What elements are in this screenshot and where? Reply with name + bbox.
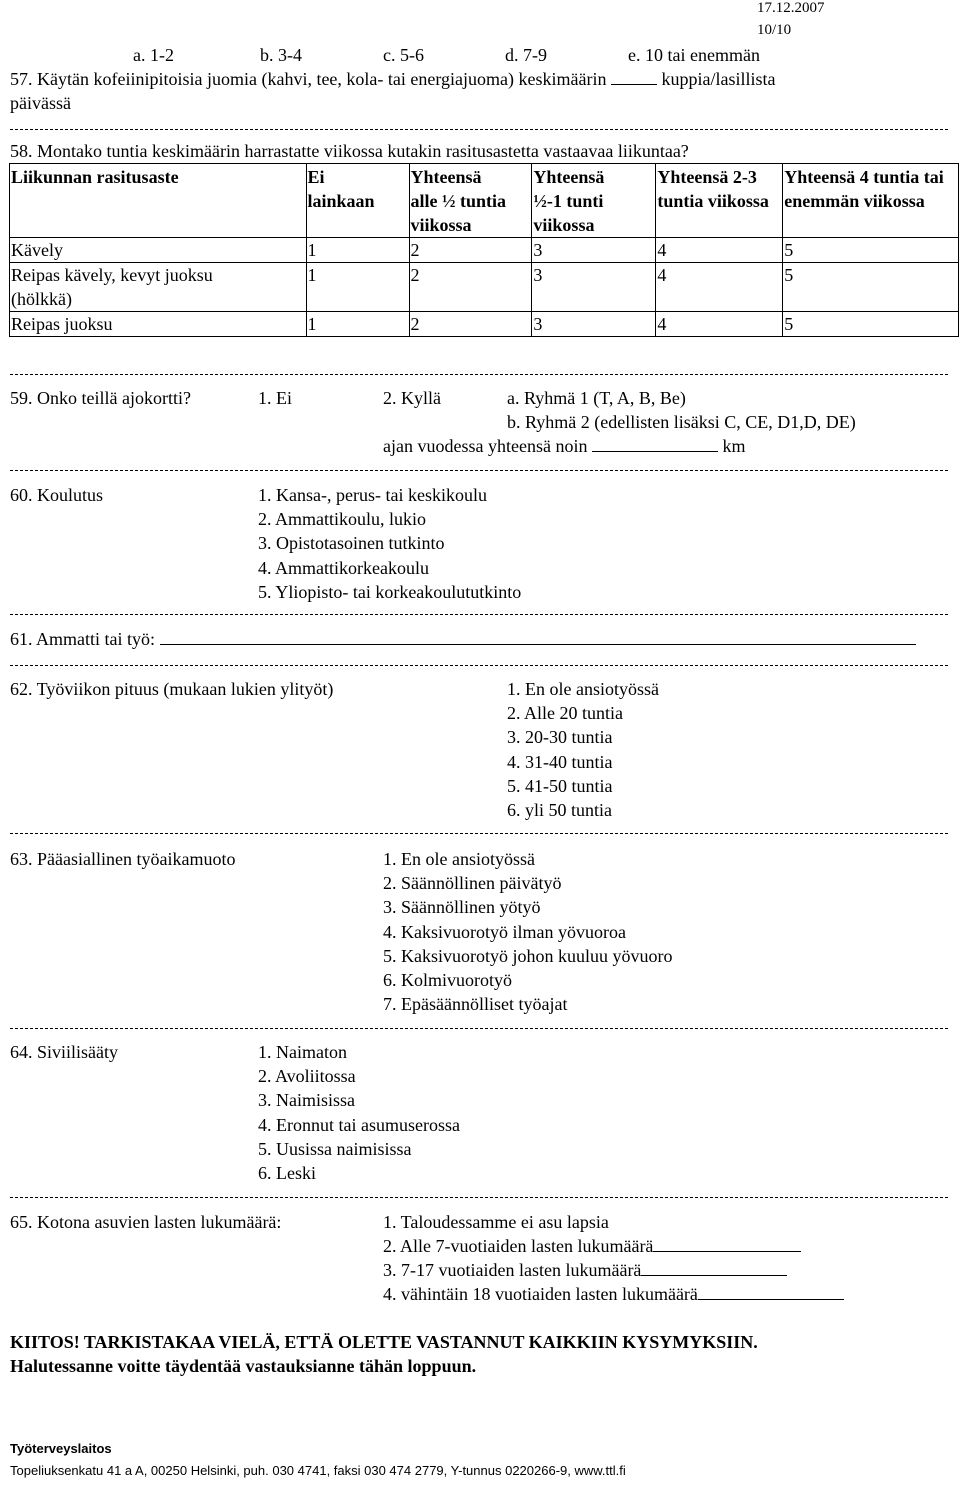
q63-option[interactable]: 6. Kolmivuorotyö — [383, 970, 512, 991]
q65-option[interactable] — [383, 1258, 787, 1282]
table-row — [10, 238, 959, 263]
table-header: Yhteensä 2-3 tuntia viikossa — [656, 164, 783, 238]
q58-question: 58. Montako tuntia keskimäärin harrastatte viikossa kutakin rasitusastetta vastaavaa liikuntaa? — [10, 141, 689, 161]
option-cell[interactable]: 1 — [306, 238, 409, 263]
option-cell[interactable]: 3 — [532, 312, 656, 337]
q65-option[interactable] — [383, 1282, 844, 1306]
q61-question — [10, 627, 916, 651]
q61-label: 61. Ammatti tai työ: — [10, 629, 155, 649]
q65-answer-blank[interactable] — [641, 1261, 787, 1276]
q59-distance-unit: km — [722, 436, 746, 456]
q60-option[interactable]: 5. Yliopisto- tai korkeakoulututkinto — [258, 581, 522, 602]
q64-option[interactable]: 6. Leski — [258, 1163, 316, 1184]
divider — [10, 129, 948, 130]
option-cell[interactable]: 2 — [409, 238, 532, 263]
q63-option[interactable]: 1. En ole ansiotyössä — [383, 849, 535, 869]
table-header: Yhteensä ½-1 tunti viikossa — [532, 164, 656, 238]
option-cell[interactable]: 4 — [656, 238, 783, 263]
q60-option[interactable]: 2. Ammattikoulu, lukio — [258, 509, 427, 530]
q60-question: 60. Koulutus — [10, 485, 104, 505]
page-number: 10/10 — [757, 22, 792, 38]
row-label: Reipas kävely, kevyt juoksu (hölkkä) — [10, 263, 307, 312]
q56-option-c: c. 5-6 — [383, 45, 424, 65]
table-header: Ei lainkaan — [306, 164, 409, 238]
q65-option-label: 4. vähintäin 18 vuotiaiden lasten lukumäärä — [383, 1284, 698, 1304]
q62-option[interactable]: 3. 20-30 tuntia — [507, 727, 613, 748]
divider — [10, 665, 948, 666]
q65-option-label: 3. 7-17 vuotiaiden lasten lukumäärä — [383, 1260, 642, 1280]
q60-option[interactable]: 1. Kansa-, perus- tai keskikoulu — [258, 485, 487, 505]
divider — [10, 833, 948, 834]
footer-address: Topeliuksenkatu 41 a A, 00250 Helsinki, puh. 030 4741, faksi 030 474 2779, Y-tunnus 0220266-9, www.ttl.fi — [10, 1463, 626, 1478]
q63-question: 63. Pääasiallinen työaikamuoto — [10, 849, 236, 869]
option-cell[interactable]: 1 — [306, 263, 409, 312]
q59-option-1[interactable]: 1. Ei — [258, 388, 292, 408]
q60-options — [258, 483, 521, 604]
q59-distance-label: ajan vuodessa yhteensä noin — [383, 436, 588, 456]
page-date: 17.12.2007 — [757, 0, 825, 16]
row-label: Kävely — [10, 238, 307, 263]
divider — [10, 614, 948, 615]
q64-options — [258, 1040, 460, 1185]
q63-options — [383, 847, 673, 1016]
q60-option[interactable]: 3. Opistotasoinen tutkinto — [258, 533, 445, 554]
q59-sub-a[interactable]: a. Ryhmä 1 (T, A, B, Be) — [507, 388, 686, 408]
q64-option[interactable]: 3. Naimisissa — [258, 1090, 355, 1111]
q62-options — [507, 677, 659, 822]
q57-answer-blank[interactable] — [611, 70, 657, 85]
q63-option[interactable]: 2. Säännöllinen päivätyö — [383, 873, 562, 894]
q64-option[interactable]: 1. Naimaton — [258, 1042, 347, 1062]
q63-option[interactable]: 7. Epäsäännölliset työajat — [383, 994, 568, 1015]
option-cell[interactable]: 5 — [783, 263, 959, 312]
q65-answer-blank[interactable] — [653, 1237, 801, 1252]
option-cell[interactable]: 5 — [783, 312, 959, 337]
divider — [10, 1028, 948, 1029]
q64-question: 64. Siviilisääty — [10, 1042, 118, 1062]
q62-option[interactable]: 6. yli 50 tuntia — [507, 800, 612, 821]
q56-option-e: e. 10 tai enemmän — [628, 45, 760, 65]
option-cell[interactable]: 3 — [532, 263, 656, 312]
q61-answer-blank[interactable] — [160, 630, 916, 645]
q63-option[interactable]: 4. Kaksivuorotyö ilman yövuoroa — [383, 921, 626, 942]
divider — [10, 470, 948, 471]
table-row — [10, 312, 959, 337]
option-cell[interactable]: 4 — [656, 312, 783, 337]
q57-line2: päivässä — [10, 93, 71, 113]
option-cell[interactable]: 1 — [306, 312, 409, 337]
divider — [10, 1197, 948, 1198]
row-label: Reipas juoksu — [10, 312, 307, 337]
closing-thanks: KIITOS! TARKISTAKAA VIELÄ, ETTÄ OLETTE VASTANNUT KAIKKIIN KYSYMYKSIIN. — [10, 1332, 758, 1352]
q63-option[interactable]: 3. Säännöllinen yötyö — [383, 897, 541, 918]
table-header-row — [10, 164, 959, 238]
q57-unit: kuppia/lasillista — [661, 69, 776, 89]
q65-option-label: 2. Alle 7-vuotiaiden lasten lukumäärä — [383, 1236, 654, 1256]
q62-question: 62. Työviikon pituus (mukaan lukien ylityöt) — [10, 679, 334, 699]
q62-option[interactable]: 1. En ole ansiotyössä — [507, 679, 659, 699]
q65-answer-blank[interactable] — [698, 1285, 844, 1300]
q59-distance — [383, 434, 745, 458]
q65-question: 65. Kotona asuvien lasten lukumäärä: — [10, 1212, 282, 1232]
q59-option-2[interactable]: 2. Kyllä — [383, 388, 441, 408]
option-cell[interactable]: 2 — [409, 312, 532, 337]
q63-option[interactable]: 5. Kaksivuorotyö johon kuuluu yövuoro — [383, 945, 673, 966]
footer-org: Työterveyslaitos — [10, 1441, 112, 1456]
q58-exercise-table — [9, 163, 959, 337]
q64-option[interactable]: 2. Avoliitossa — [258, 1066, 356, 1087]
q62-option[interactable]: 4. 31-40 tuntia — [507, 751, 613, 772]
table-header: Liikunnan rasitusaste — [10, 164, 307, 238]
option-cell[interactable]: 3 — [532, 238, 656, 263]
q59-question: 59. Onko teillä ajokortti? — [10, 388, 191, 408]
table-header: Yhteensä 4 tuntia tai enemmän viikossa — [783, 164, 959, 238]
q59-sub-b[interactable]: b. Ryhmä 2 (edellisten lisäksi C, CE, D1,D, DE) — [507, 412, 856, 432]
q62-option[interactable]: 5. 41-50 tuntia — [507, 775, 613, 796]
q56-option-d: d. 7-9 — [505, 45, 547, 65]
q57-text: 57. Käytän kofeiinipitoisia juomia (kahvi, tee, kola- tai energiajuoma) keskimäärin — [10, 69, 607, 89]
q56-option-b: b. 3-4 — [260, 45, 302, 65]
table-row — [10, 263, 959, 312]
q60-option[interactable]: 4. Ammattikorkeakoulu — [258, 557, 429, 578]
q64-option[interactable]: 5. Uusissa naimisissa — [258, 1138, 412, 1159]
q65-option[interactable]: 1. Taloudessamme ei asu lapsia — [383, 1212, 609, 1232]
q56-option-a: a. 1-2 — [133, 45, 174, 65]
table-header: Yhteensä alle ½ tuntia viikossa — [409, 164, 532, 238]
option-cell[interactable]: 5 — [783, 238, 959, 263]
q59-distance-blank[interactable] — [592, 437, 718, 452]
closing-note: Halutessanne voitte täydentää vastauksianne tähän loppuun. — [10, 1356, 477, 1376]
divider — [10, 374, 948, 375]
option-cell[interactable]: 4 — [656, 263, 783, 312]
q65-option[interactable] — [383, 1234, 801, 1258]
option-cell[interactable]: 2 — [409, 263, 532, 312]
q62-option[interactable]: 2. Alle 20 tuntia — [507, 703, 623, 724]
q64-option[interactable]: 4. Eronnut tai asumuserossa — [258, 1114, 460, 1135]
q57-question — [10, 67, 776, 91]
